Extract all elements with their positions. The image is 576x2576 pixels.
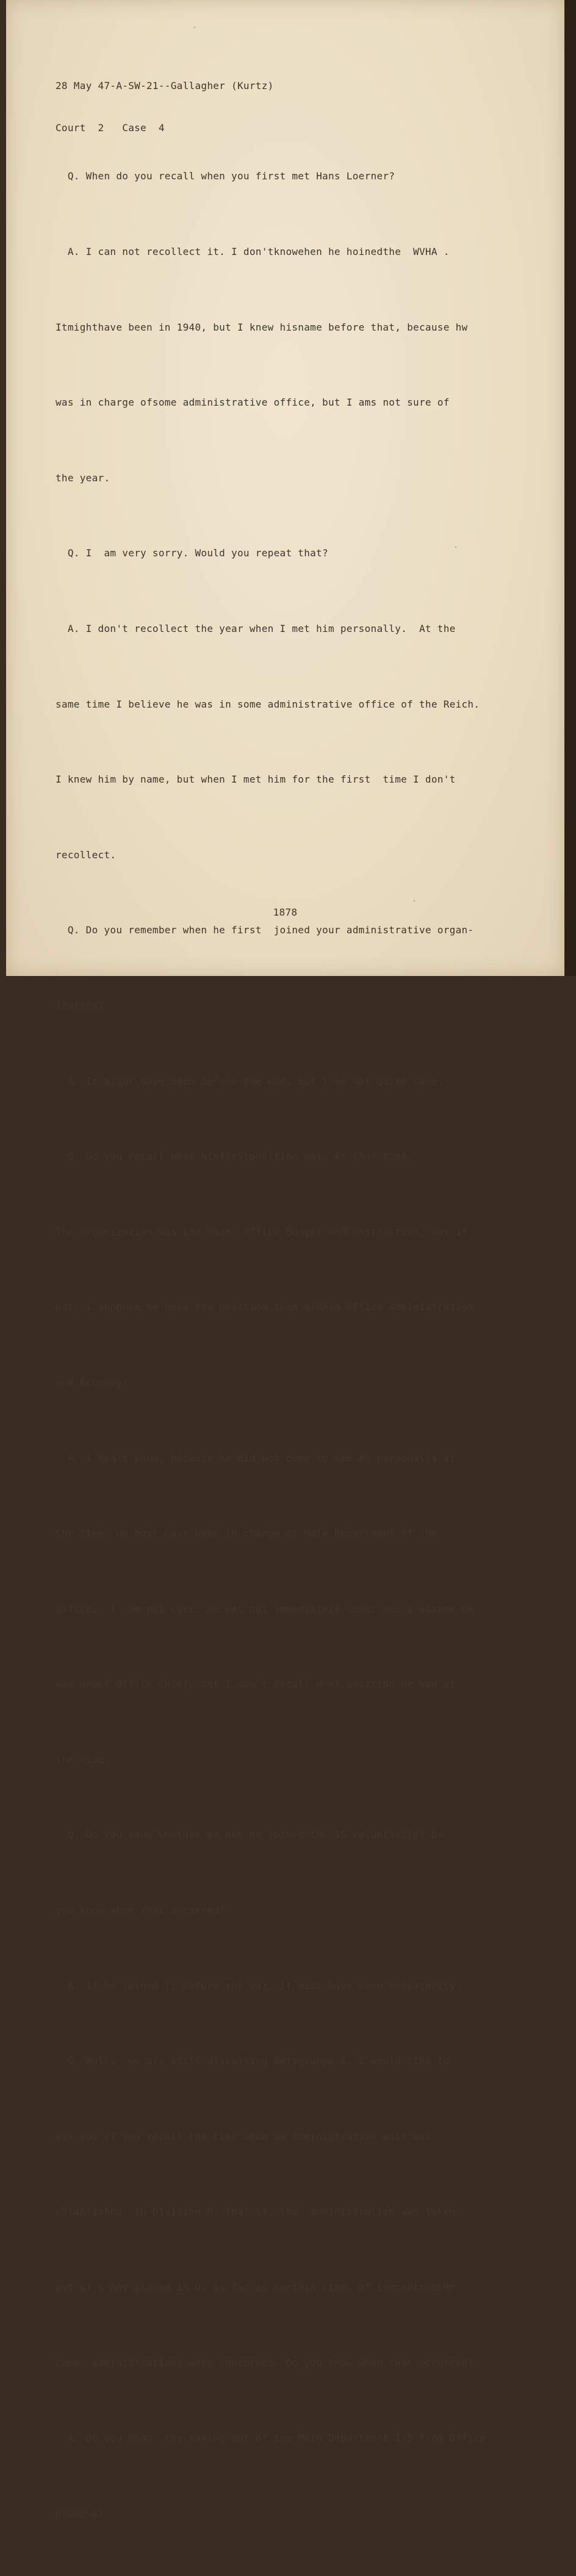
transcript-line: Group-A?	[56, 2507, 104, 2519]
transcript-line: recollect.	[56, 849, 117, 861]
transcript-line: the year.	[56, 472, 110, 484]
document-page	[6, 0, 564, 2519]
transcript-line: Q. Do you recall what hisfirstposition was. At that time.	[56, 1150, 414, 1163]
transcript-line: A. I can not recollect it. I don'tknowehen he hoinedthe WVHA .	[56, 246, 450, 257]
page-edge-shadow	[564, 0, 576, 976]
transcript-line: Itmighthave been in 1940, but I knew hisname before that, because hw	[56, 321, 468, 333]
transcript-line: A. It might have been before the war, but I am not quite sure.	[56, 1075, 444, 1087]
transcript-line: same time I believe he was in some administrative office of the Reich.	[56, 698, 480, 710]
transcript-line: Office, I am not sure. He was not immediately under me. I assume he	[56, 1602, 474, 1615]
transcript-line: the time.	[56, 1753, 110, 1765]
transcript-line: camp administrations were concerned. Do you know when that occurred?	[56, 2356, 474, 2369]
header-court-line: Court 2 Case 4	[56, 122, 165, 134]
transcript-line: ask you if you recall the time when an administrative unit was	[56, 2130, 431, 2142]
transcript-line: Q. Do you know whether or not he joined the SS voluntarily? Do	[56, 1829, 444, 1841]
transcript-line: not? I suppose he held the position then ofMain Office Administration	[56, 1301, 474, 1313]
transcript-line: was in charge ofsome administrative office, but I ams not sure of	[56, 396, 450, 409]
transcript-line: and Economy?	[56, 1376, 129, 1388]
transcript-body	[56, 113, 486, 2576]
header-date-line: 28 May 47-A-SW-21--Gallagher (Kurtz)	[56, 80, 274, 91]
transcript-line: A. I don't know, because he did not come to see me personally at	[56, 1452, 456, 1464]
transcript-line: ization?	[56, 999, 104, 1011]
transcript-line: A. If he joined it before the war, it must have been voluntarily.	[56, 1979, 462, 1992]
transcript-line: A. I don't recollect the year when I met him personally. At the	[56, 622, 456, 634]
transcript-line: Q. I am very sorry. Would you repeat that?	[56, 547, 328, 559]
paper-speck	[194, 27, 195, 28]
transcript-line: out of A and placed in D, as far as certain items of concentration	[56, 2281, 456, 2294]
transcript-line: Q. Well, we are still discussing Amtsgruppe-A. I would like to	[56, 2055, 450, 2067]
transcript-line: A. Do you mean the taking out of the Main Department 1-5 from Office	[56, 2432, 486, 2444]
transcript-line: the time. He must have been in charge of Main Department of the	[56, 1527, 437, 1540]
paper-speck	[414, 900, 415, 902]
transcript-line: you know when that occurred?	[56, 1904, 226, 1917]
transcript-line: Q. Do you remember when he first joined your administrative organ-	[56, 924, 474, 936]
paper-speck	[455, 547, 456, 548]
page-number: 1878	[273, 906, 298, 918]
transcript-line: The organization was the Main Office Budget andConstruction, was it	[56, 1225, 468, 1238]
transcript-line: was under Office Chief, but I don't recall what position he had at	[56, 1678, 456, 1690]
transcript-line: Q. When do you recall when you first met Hans Loerner?	[56, 170, 395, 182]
transcript-line: I knew him by name, but when I met him for the first time I don't	[56, 773, 456, 786]
transcript-line: established in Division D. That is, the administration was taken	[56, 2206, 456, 2218]
